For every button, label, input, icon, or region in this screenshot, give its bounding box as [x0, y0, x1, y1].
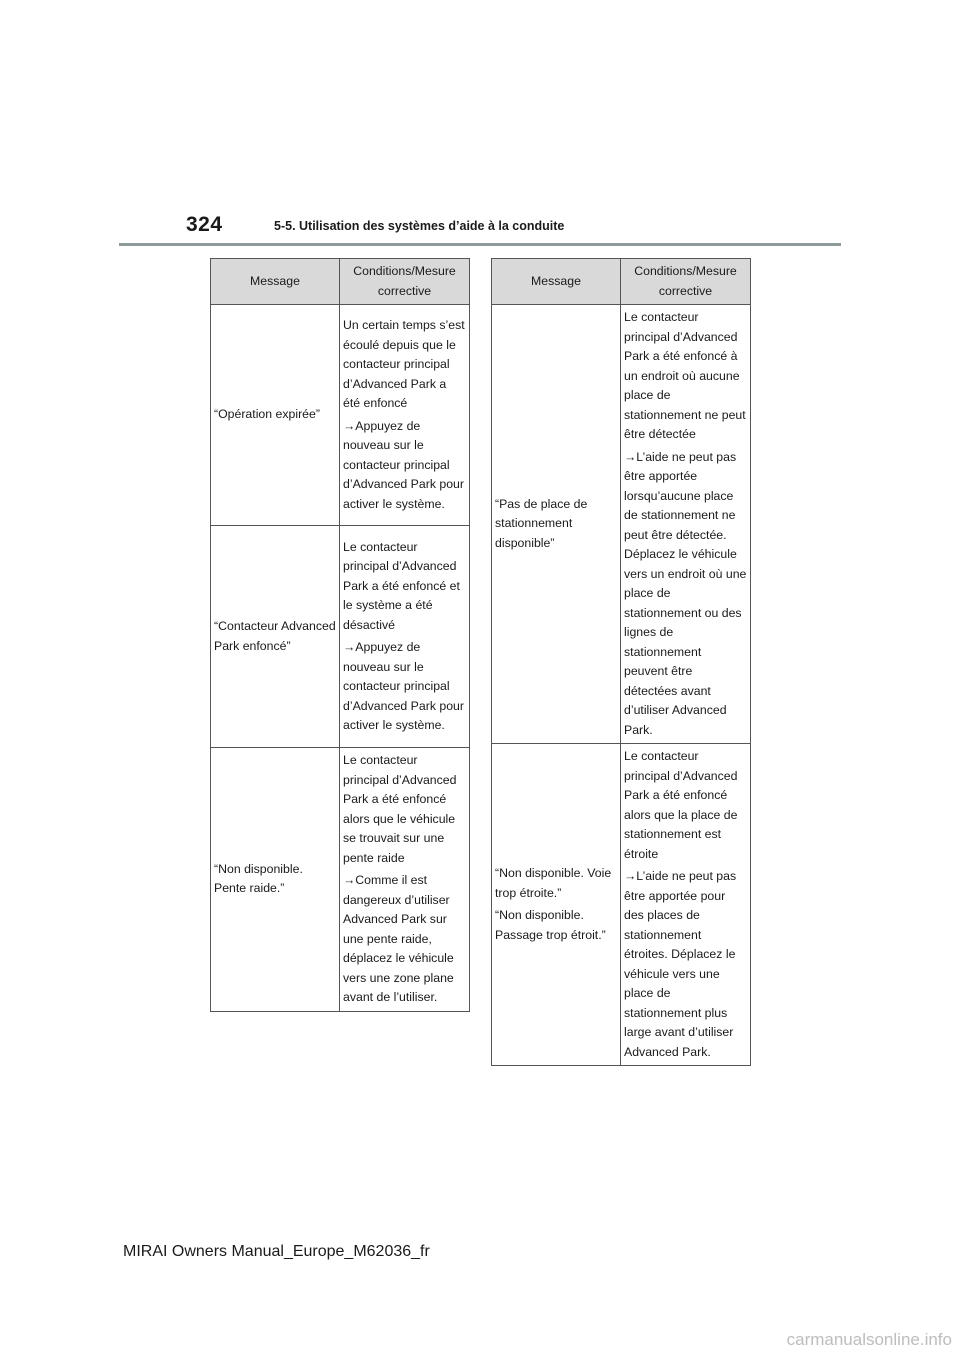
- corrective-action-text: →Appuyez de nouveau sur le contacteur principal d’Advanced Park pour activer le système.: [343, 418, 464, 511]
- table-row: [211, 305, 470, 526]
- table-row: [492, 305, 751, 744]
- message-text: “Pas de place de stationnement disponible”: [495, 496, 588, 550]
- message-text: “Opération expirée”: [214, 407, 320, 422]
- column-header-message: Message: [211, 259, 340, 305]
- message-cell: [211, 305, 340, 526]
- conditions-cell: [340, 748, 470, 1012]
- message-text: “Contacteur Advanced Park enfoncé”: [214, 619, 336, 653]
- table-row: [211, 748, 470, 1012]
- corrective-action-text: →Appuyez de nouveau sur le contacteur principal d’Advanced Park pour activer le système.: [343, 640, 464, 732]
- table-header-row: [492, 259, 751, 305]
- table-row: [211, 526, 470, 748]
- message-cell: [211, 748, 340, 1012]
- condition-text: Le contacteur principal d’Advanced Park a été enfoncé à un endroit où aucune place de stationnement ne peut être détectée: [624, 310, 746, 441]
- corrective-action-text: →Comme il est dangereux d’utiliser Advanced Park sur une pente raide, déplacez le véhicule vers une zone plane avant de l’utiliser.: [343, 873, 454, 1004]
- column-header-conditions: Conditions/Mesure corrective: [621, 259, 751, 305]
- conditions-cell: [340, 305, 470, 526]
- condition-text: Le contacteur principal d’Advanced Park a été enfoncé alors que la place de stationnement est étroite: [624, 749, 738, 861]
- message-text: “Non disponible. Pente raide.”: [214, 861, 303, 896]
- condition-text: Un certain temps s’est écoulé depuis que le contacteur principal d’Advanced Park a été enfoncé: [343, 318, 465, 410]
- messages-table-right: [491, 258, 751, 1066]
- header-divider: [119, 243, 841, 246]
- section-title: 5-5. Utilisation des systèmes d’aide à la conduite: [274, 219, 565, 233]
- footer-manual-name: MIRAI Owners Manual_Europe_M62036_fr: [123, 1243, 430, 1260]
- message-text: “Non disponible. Voie trop étroite.”: [495, 866, 612, 900]
- message-cell: [492, 744, 621, 1066]
- column-header-conditions: Conditions/Mesure corrective: [340, 259, 470, 305]
- message-text: “Non disponible. Passage trop étroit.”: [495, 908, 606, 942]
- page-number: 324: [186, 213, 223, 236]
- condition-text: Le contacteur principal d’Advanced Park a été enfoncé et le système a été désactivé: [343, 539, 460, 632]
- messages-table-left: [210, 258, 470, 1012]
- conditions-cell: [621, 305, 751, 744]
- message-cell: [211, 526, 340, 748]
- message-cell: [492, 305, 621, 744]
- conditions-cell: [621, 744, 751, 1066]
- table-row: [492, 744, 751, 1066]
- column-header-message: Message: [492, 259, 621, 305]
- corrective-action-text: →L’aide ne peut pas être apportée pour des places de stationnement étroites. Déplacez le véhicule vers une place de stationnement plus large avant d’utiliser Advanced Park.: [624, 869, 737, 1059]
- conditions-cell: [340, 526, 470, 748]
- watermark: carmanualsonline.info: [786, 1330, 952, 1349]
- table-header-row: [211, 259, 470, 305]
- corrective-action-text: →L’aide ne peut pas être apportée lorsqu’aucune place de stationnement ne peut être détectée. Déplacez le véhicule vers un endroit où une place de stationnement ou des lignes de stationnement peuvent être détectées avant d’utiliser Advanced Park.: [624, 449, 747, 737]
- condition-text: Le contacteur principal d’Advanced Park a été enfoncé alors que le véhicule se trouvait sur une pente raide: [343, 753, 457, 865]
